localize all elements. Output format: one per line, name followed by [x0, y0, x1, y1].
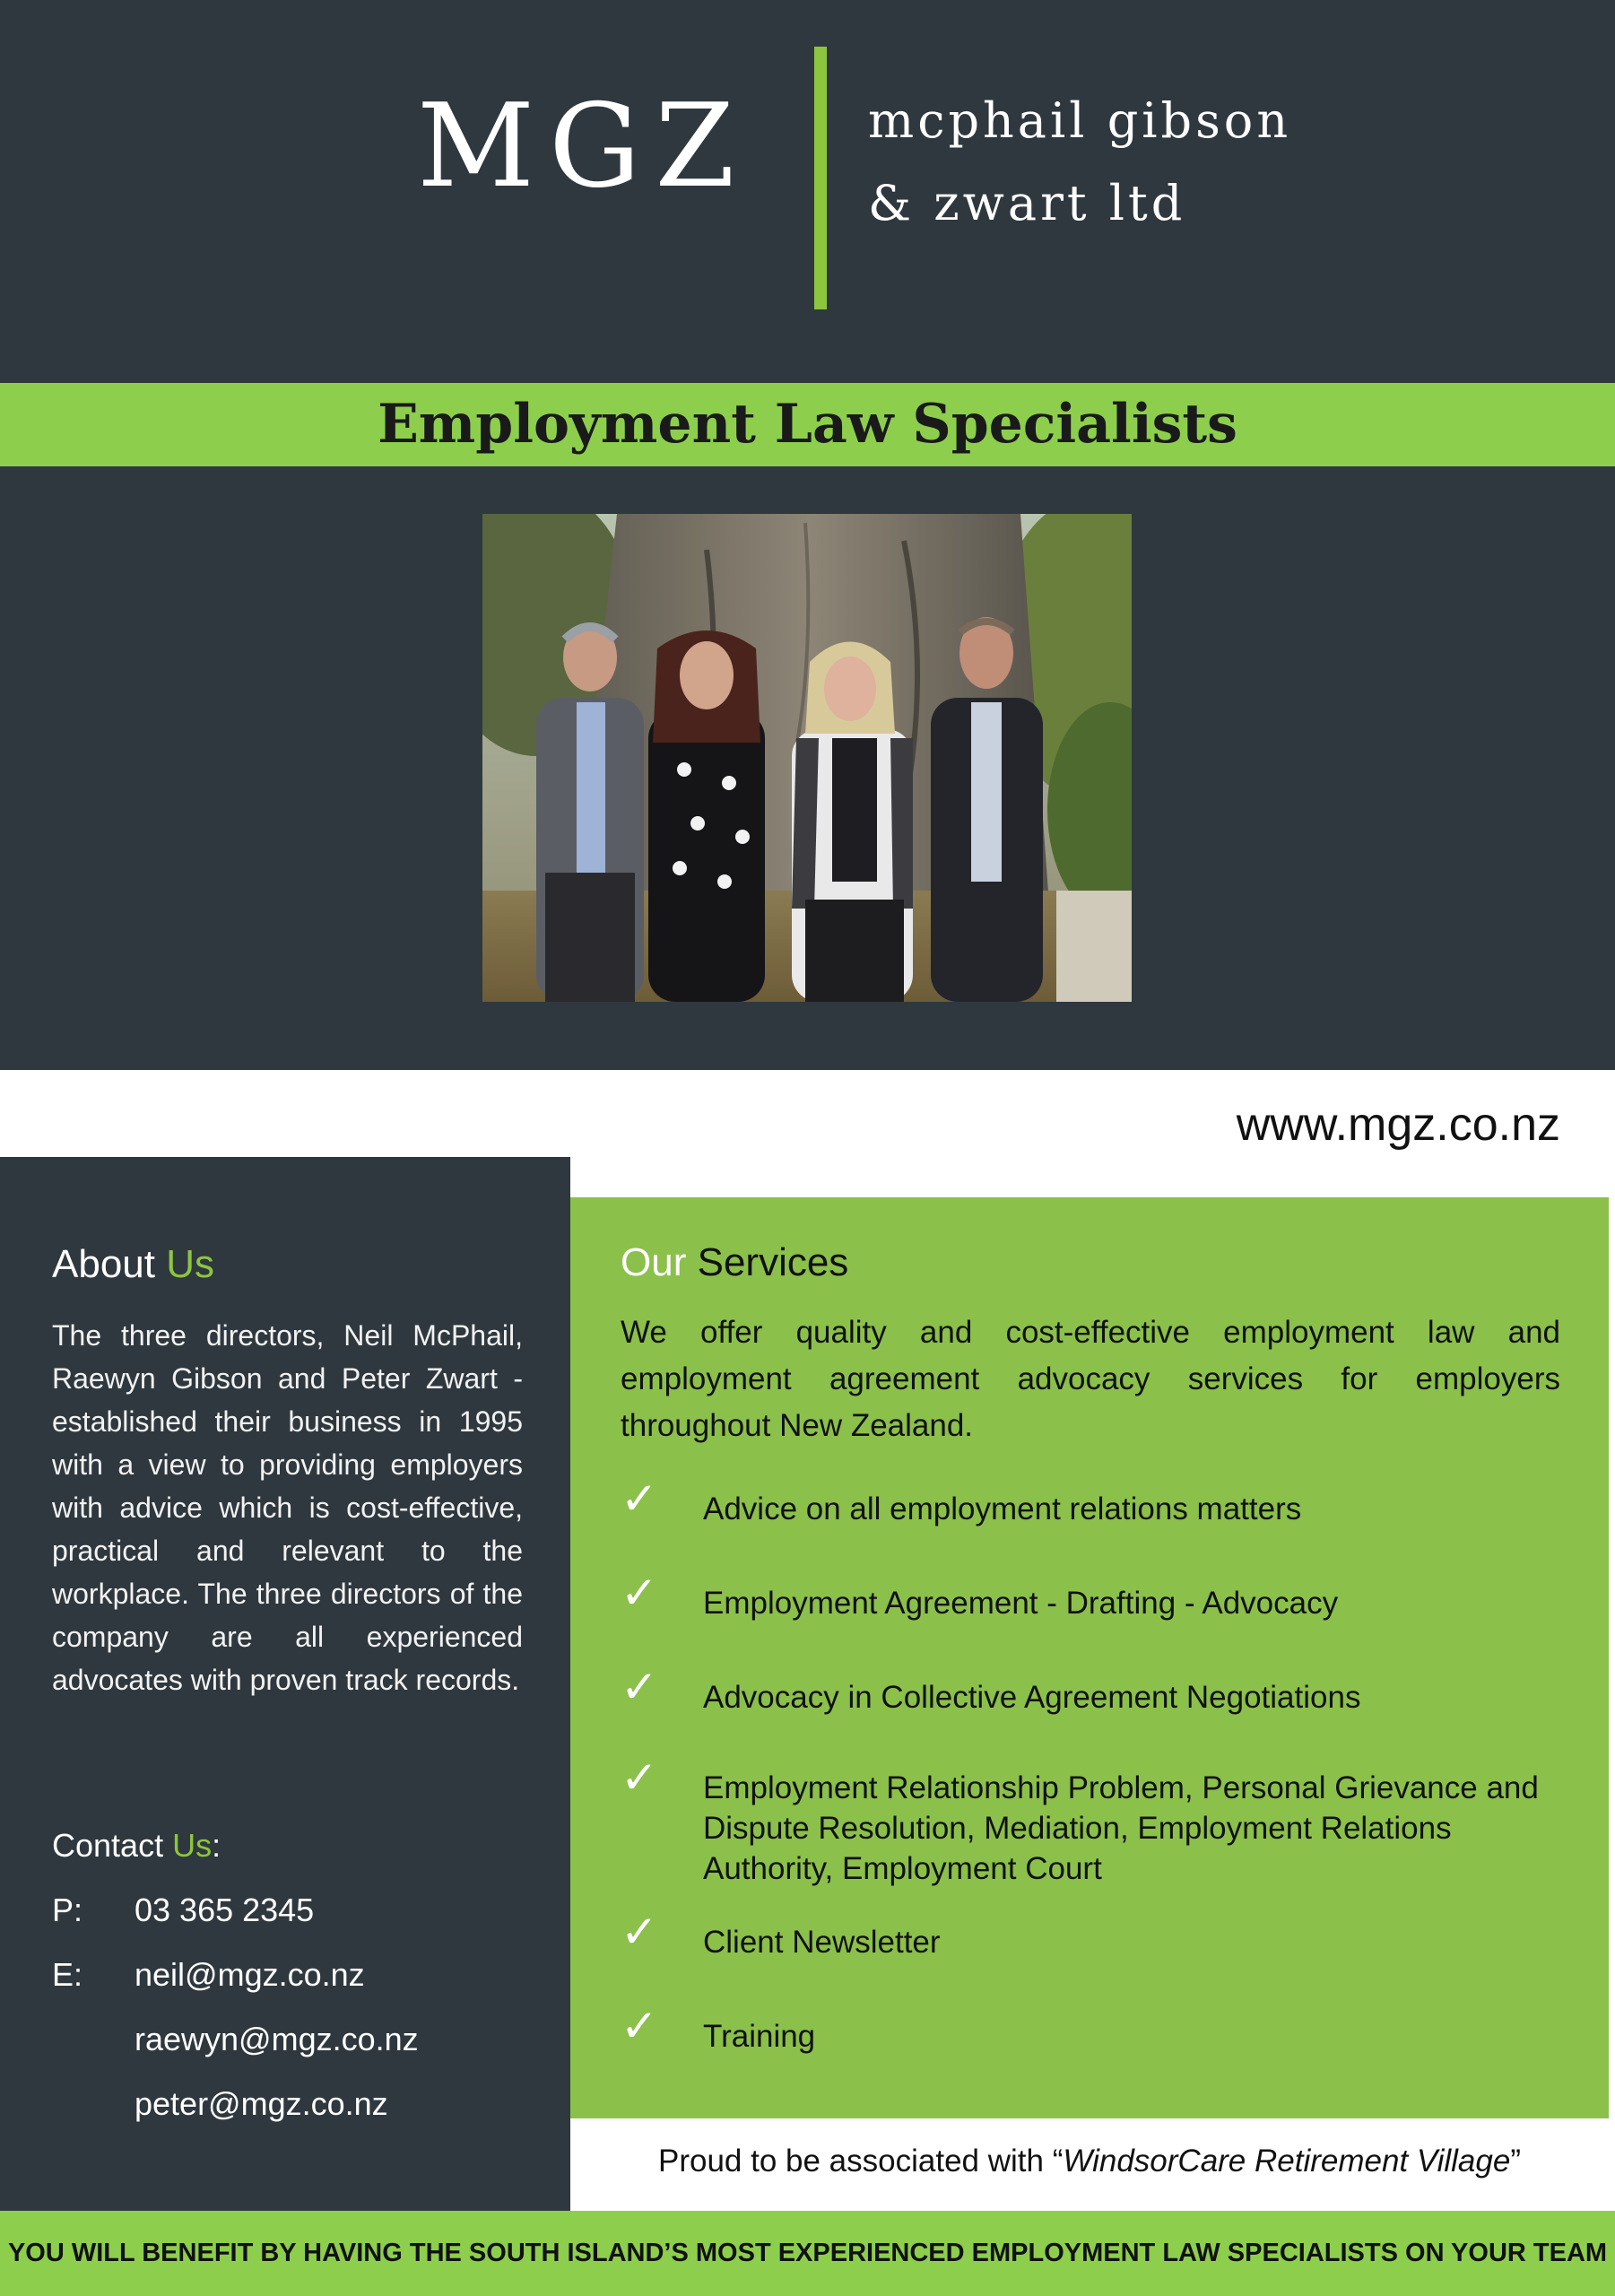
header-banner: [0, 0, 1615, 383]
service-text: Training: [703, 2019, 816, 2054]
email-link-neil[interactable]: neil@mgz.co.nz: [135, 1956, 365, 1993]
services-intro: We offer quality and cost-effective employment law and employment agreement advocacy services for employers throughout New Zealand.: [621, 1315, 1560, 1443]
phone-label: P:: [52, 1892, 83, 1928]
about-heading: [52, 1242, 214, 1286]
contact-phone-row: [52, 1894, 314, 1926]
service-text: Advocacy in Collective Agreement Negotiations: [703, 1680, 1361, 1715]
contact-email-row: [52, 1956, 365, 1993]
website-link[interactable]: www.mgz.co.nz: [1236, 1099, 1560, 1151]
association-prefix: Proud to be associated with “: [657, 2144, 1064, 2179]
association-suffix: ”: [1510, 2144, 1521, 2179]
checkmark-icon: ✓: [621, 1661, 658, 1713]
email-label: E:: [52, 1956, 83, 1993]
contact-heading-word2: Us: [172, 1827, 213, 1864]
checkmark-icon: ✓: [621, 1906, 658, 1958]
checkmark-icon: ✓: [621, 2000, 658, 2052]
service-text: Employment Agreement - Drafting - Advocacy: [703, 1586, 1339, 1621]
checkmark-icon: ✓: [621, 1567, 658, 1619]
contact-email-row: [52, 2023, 419, 2056]
service-text: Employment Relationship Problem, Personal Grievance and Dispute Resolution, Mediation, Employment Relations Authority, Employment Court: [703, 1770, 1539, 1886]
team-photo: [482, 514, 1132, 1002]
firm-name-line2: & zwart ltd: [868, 175, 1186, 231]
contact-heading-word1: Contact: [52, 1827, 164, 1864]
contact-heading-colon: :: [212, 1827, 221, 1864]
association-text: [570, 2145, 1609, 2177]
email-link-peter[interactable]: peter@mgz.co.nz: [135, 2085, 388, 2122]
phone-number[interactable]: 03 365 2345: [135, 1892, 315, 1928]
service-text: Advice on all employment relations matters: [703, 1492, 1302, 1526]
association-name: WindsorCare Retirement Village: [1063, 2144, 1511, 2179]
logo-divider: [814, 47, 827, 309]
contact-heading: [52, 1827, 221, 1864]
email-link-raewyn[interactable]: raewyn@mgz.co.nz: [135, 2021, 419, 2057]
firm-name-line1: mcphail gibson: [868, 92, 1292, 149]
service-text: Client Newsletter: [703, 1925, 941, 1960]
services-heading-word2: Services: [697, 1240, 849, 1284]
services-heading: [621, 1240, 849, 1284]
checkmark-icon: ✓: [621, 1752, 658, 1804]
checkmark-icon: ✓: [621, 1473, 658, 1525]
about-body: The three directors, Neil McPhail, Raewyn Gibson and Peter Zwart - established their business in 1995 with a view to providing employers with advice which is cost-effective, practical and relevant to the workplace. The three directors of the company are all experienced advocates with proven track records.: [52, 1319, 523, 1696]
page-title: Employment Law Specialists: [378, 393, 1237, 456]
services-heading-word1: Our: [621, 1240, 687, 1284]
footer-tagline: YOU WILL BENEFIT BY HAVING THE SOUTH ISLAND’S MOST EXPERIENCED EMPLOYMENT LAW SPECIALISTS ON YOUR TEAM: [7, 2239, 1608, 2267]
contact-email-row: [52, 2085, 388, 2122]
about-heading-word2: Us: [166, 1242, 214, 1286]
logo-monogram: MGZ: [417, 80, 750, 213]
about-heading-word1: About: [52, 1242, 155, 1286]
